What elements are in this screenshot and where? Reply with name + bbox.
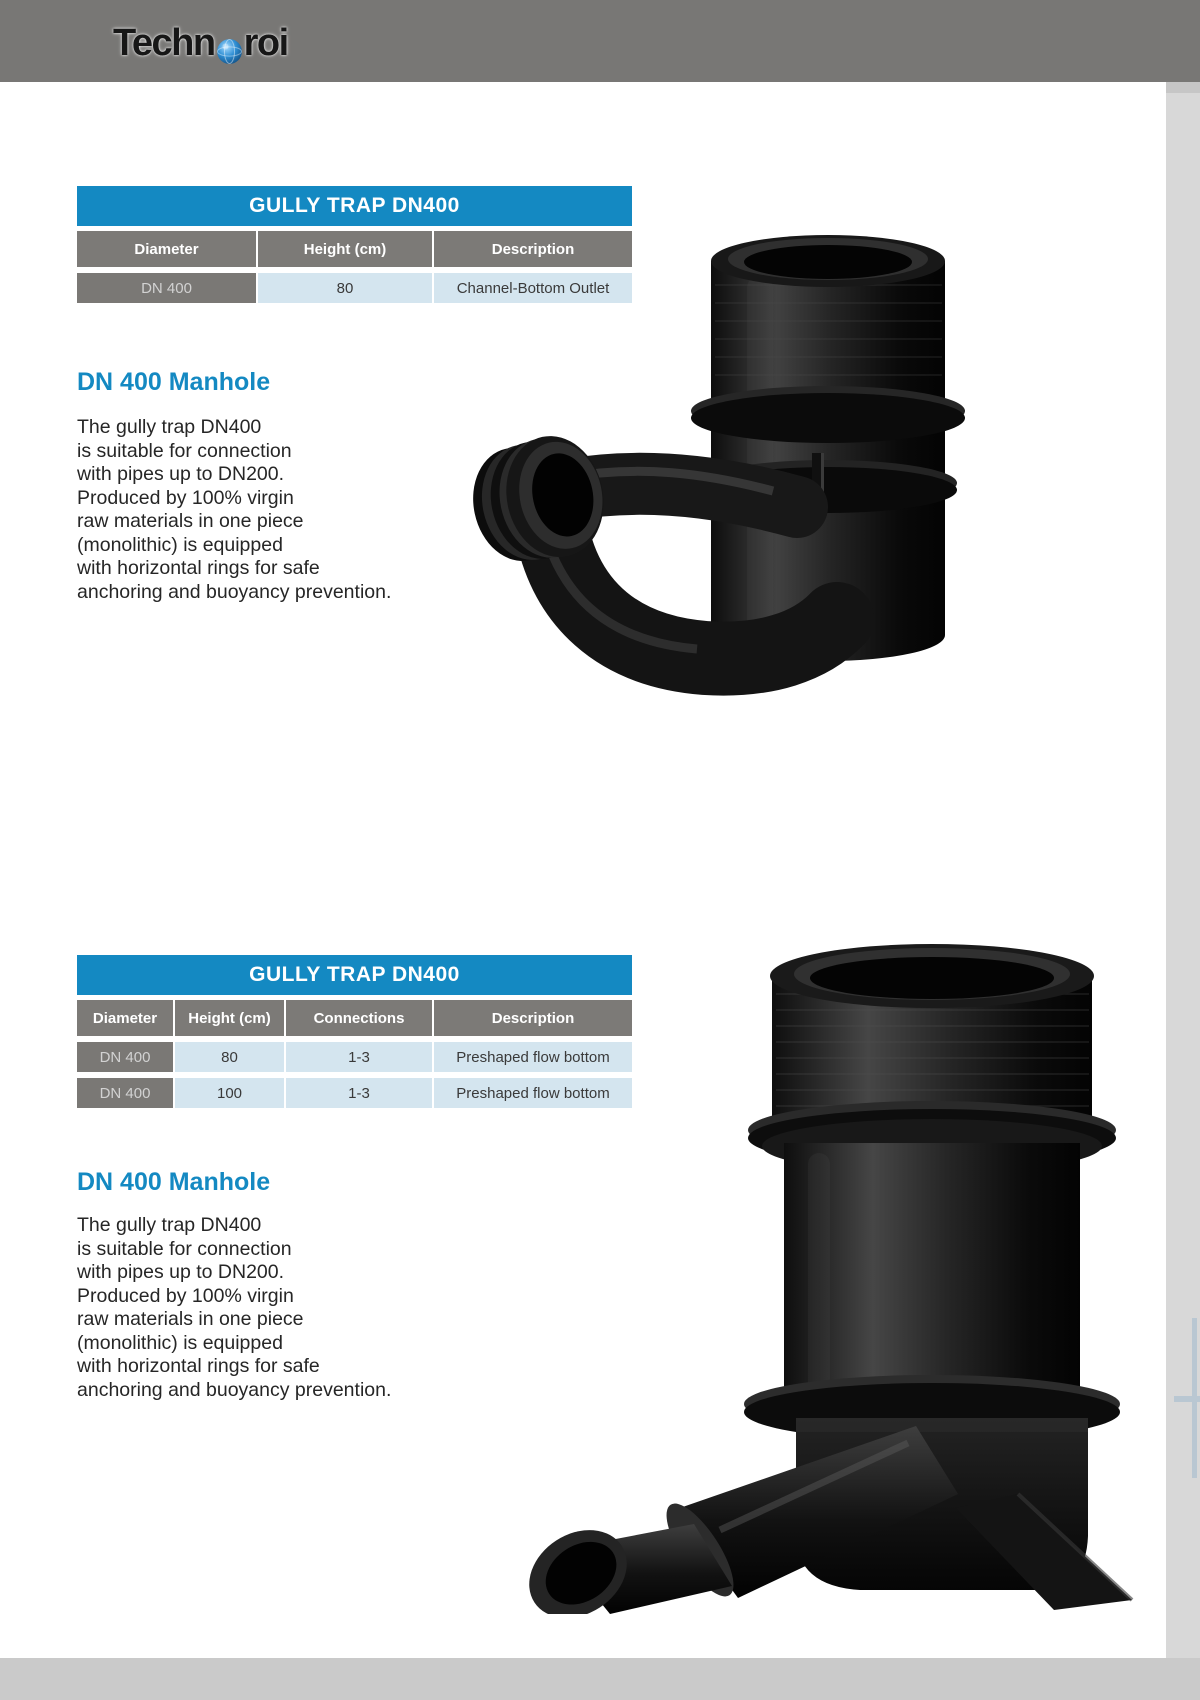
paragraph-line: (monolithic) is equipped — [77, 533, 283, 556]
column-header-description: Description — [434, 1000, 632, 1036]
table-cell-diameter: DN 400 — [77, 273, 256, 303]
column-header-description: Description — [434, 231, 632, 267]
table-cell-connections: 1-3 — [286, 1078, 432, 1108]
column-header-connections: Connections — [286, 1000, 432, 1036]
brand-logo — [113, 22, 288, 65]
paragraph-line: with horizontal rings for safe — [77, 1355, 320, 1377]
product-image-gully-trap-bottom-outlet — [488, 938, 1180, 1619]
table-cell-connections: 1-3 — [286, 1042, 432, 1072]
column-header-diameter: Diameter — [77, 231, 256, 267]
section-heading: DN 400 Manhole — [77, 368, 271, 396]
table-cell-description: Preshaped flow bottom — [434, 1042, 632, 1072]
paragraph-line: The gully trap DN400 — [77, 416, 262, 438]
brand-logo-text-left: Techn — [113, 22, 215, 64]
bottom-margin-strip — [0, 1658, 1200, 1700]
paragraph-line: is suitable for connection — [77, 1237, 292, 1260]
paragraph-line: The gully trap DN400 — [77, 1214, 262, 1236]
paragraph-line: is suitable for connection — [77, 439, 292, 462]
paragraph-line: Produced by 100% virgin — [77, 486, 294, 509]
table-cell-height: 100 — [175, 1078, 284, 1108]
section-paragraph — [77, 416, 391, 604]
globe-icon — [216, 32, 243, 59]
brand-logo-text-right: roi — [243, 22, 288, 64]
table-title: GULLY TRAP DN400 — [77, 186, 632, 226]
table-cell-height: 80 — [258, 273, 432, 303]
paragraph-line: with horizontal rings for safe — [77, 557, 320, 579]
section-paragraph — [77, 1214, 391, 1402]
header-bar — [0, 0, 1200, 82]
table-cell-height: 80 — [175, 1042, 284, 1072]
paragraph-line: with pipes up to DN200. — [77, 1261, 285, 1283]
table-cell-diameter: DN 400 — [77, 1042, 173, 1072]
paragraph-line: anchoring and buoyancy prevention. — [77, 580, 392, 603]
paragraph-line: (monolithic) is equipped — [77, 1331, 283, 1354]
paragraph-line: Produced by 100% virgin — [77, 1284, 294, 1307]
column-header-diameter: Diameter — [77, 1000, 173, 1036]
table-cell-description: Channel-Bottom Outlet — [434, 273, 632, 303]
product-image-gully-trap-side-outlet — [455, 205, 1025, 715]
table-title: GULLY TRAP DN400 — [77, 955, 632, 995]
section-heading: DN 400 Manhole — [77, 1168, 271, 1196]
paragraph-line: raw materials in one piece — [77, 1308, 304, 1330]
table-cell-diameter: DN 400 — [77, 1078, 173, 1108]
right-margin-strip-cap — [1166, 82, 1200, 93]
paragraph-line: with pipes up to DN200. — [77, 463, 285, 485]
column-header-height: Height (cm) — [175, 1000, 284, 1036]
paragraph-line: anchoring and buoyancy prevention. — [77, 1378, 392, 1401]
paragraph-line: raw materials in one piece — [77, 510, 304, 532]
column-header-height: Height (cm) — [258, 231, 432, 267]
table-cell-description: Preshaped flow bottom — [434, 1078, 632, 1108]
